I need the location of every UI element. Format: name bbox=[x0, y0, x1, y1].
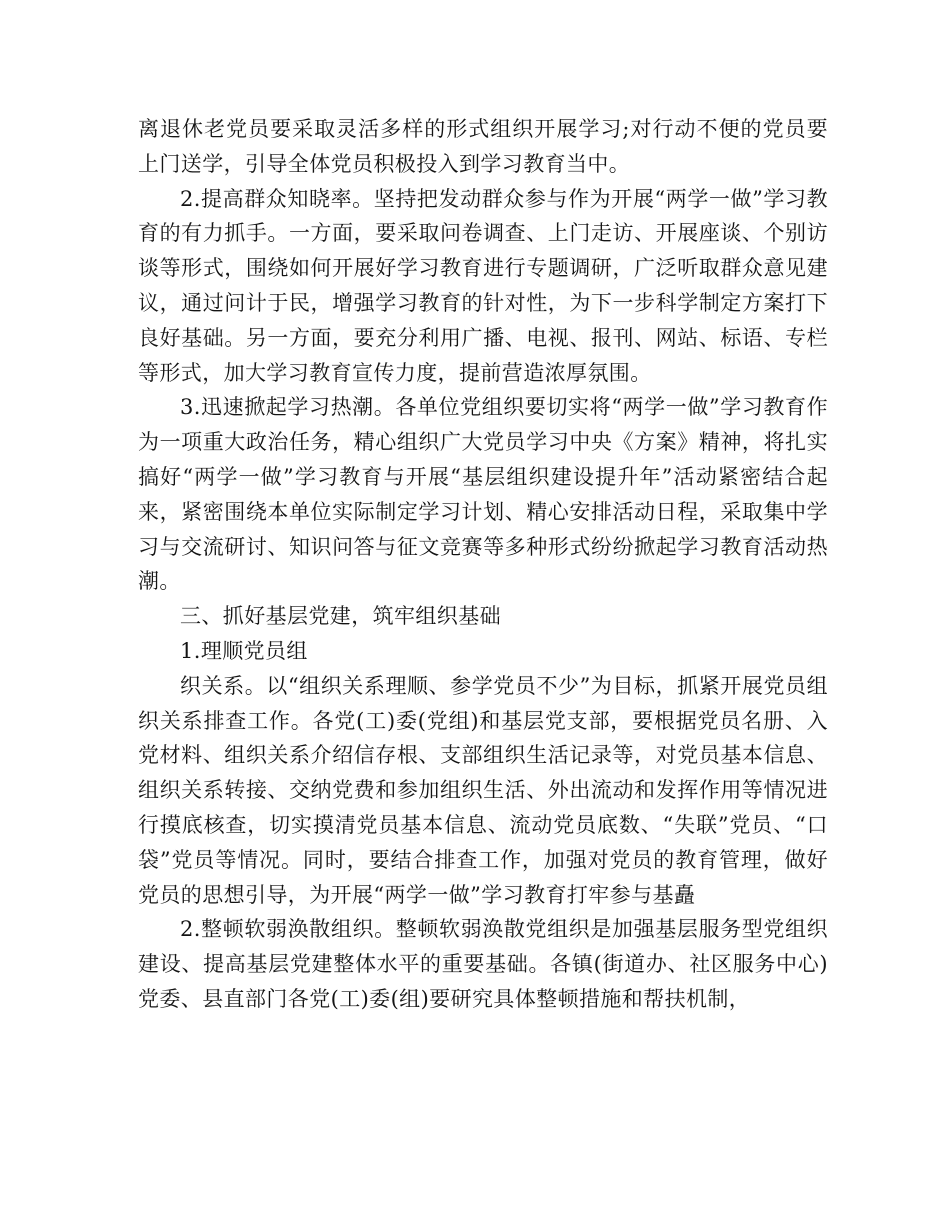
paragraph-study-upsurge: 3.迅速掀起学习热潮。各单位党组织要切实将“两学一做”学习教育作为一项重大政治任务，精心组织广大党员学习中央《方案》精神，将扎实搞好“两学一做”学习教育与开展“基层组织建设提升年”活动紧密结合起来，紧密围绕本单位实际制定学习计划、精心安排活动日程，采取集中学习与交流研讨、知识问答与征文竞赛等多种形式纷纷掀起学习教育活动热潮。 bbox=[138, 395, 828, 594]
paragraph-rectify-weak-organizations: 2.整顿软弱涣散组织。整顿软弱涣散党组织是加强基层服务型党组织建设、提高基层党建整体水平的重要基础。各镇(街道办、社区服务中心)党委、县直部门各党(工)委(组)要研究具体整顿措施和帮扶机制， bbox=[138, 917, 828, 1011]
paragraph-continuation: 离退休老党员要采取灵活多样的形式组织开展学习;对行动不便的党员要上门送学，引导全体党员积极投入到学习教育当中。 bbox=[138, 117, 828, 176]
paragraph-item-1-start: 1.理顺党员组 bbox=[180, 638, 308, 663]
section-heading-grassroots: 三、抓好基层党建，筑牢组织基础 bbox=[180, 604, 501, 629]
paragraph-raise-public-awareness: 2.提高群众知晓率。坚持把发动群众参与作为开展“两学一做”学习教育的有力抓手。一方面，要采取问卷调查、上门走访、开展座谈、个别访谈等形式，围绕如何开展好学习教育进行专题调研，广泛听取群众意见建议，通过问计于民，增强学习教育的针对性，为下一步科学制定方案打下良好基础。另一方面，要充分利用广播、电视、报刊、网站、标语、专栏等形式，加大学习教育宣传力度，提前营造浓厚氛围。 bbox=[138, 186, 828, 385]
document-body bbox=[138, 112, 828, 1017]
paragraph-organizational-relations: 织关系。以“组织关系理顺、参学党员不少”为目标，抓紧开展党员组织关系排查工作。各党(工)委(党组)和基层党支部，要根据党员名册、入党材料、组织关系介绍信存根、支部组织生活记录等，对党员基本信息、组织关系转接、交纳党费和参加组织生活、外出流动和发挥作用等情况进行摸底核查，切实摸清党员基本信息、流动党员底数、“失联”党员、“口袋”党员等情况。同时，要结合排查工作，加强对党员的教育管理，做好党员的思想引导，为开展“两学一做”学习教育打牢参与基矗 bbox=[138, 673, 828, 907]
